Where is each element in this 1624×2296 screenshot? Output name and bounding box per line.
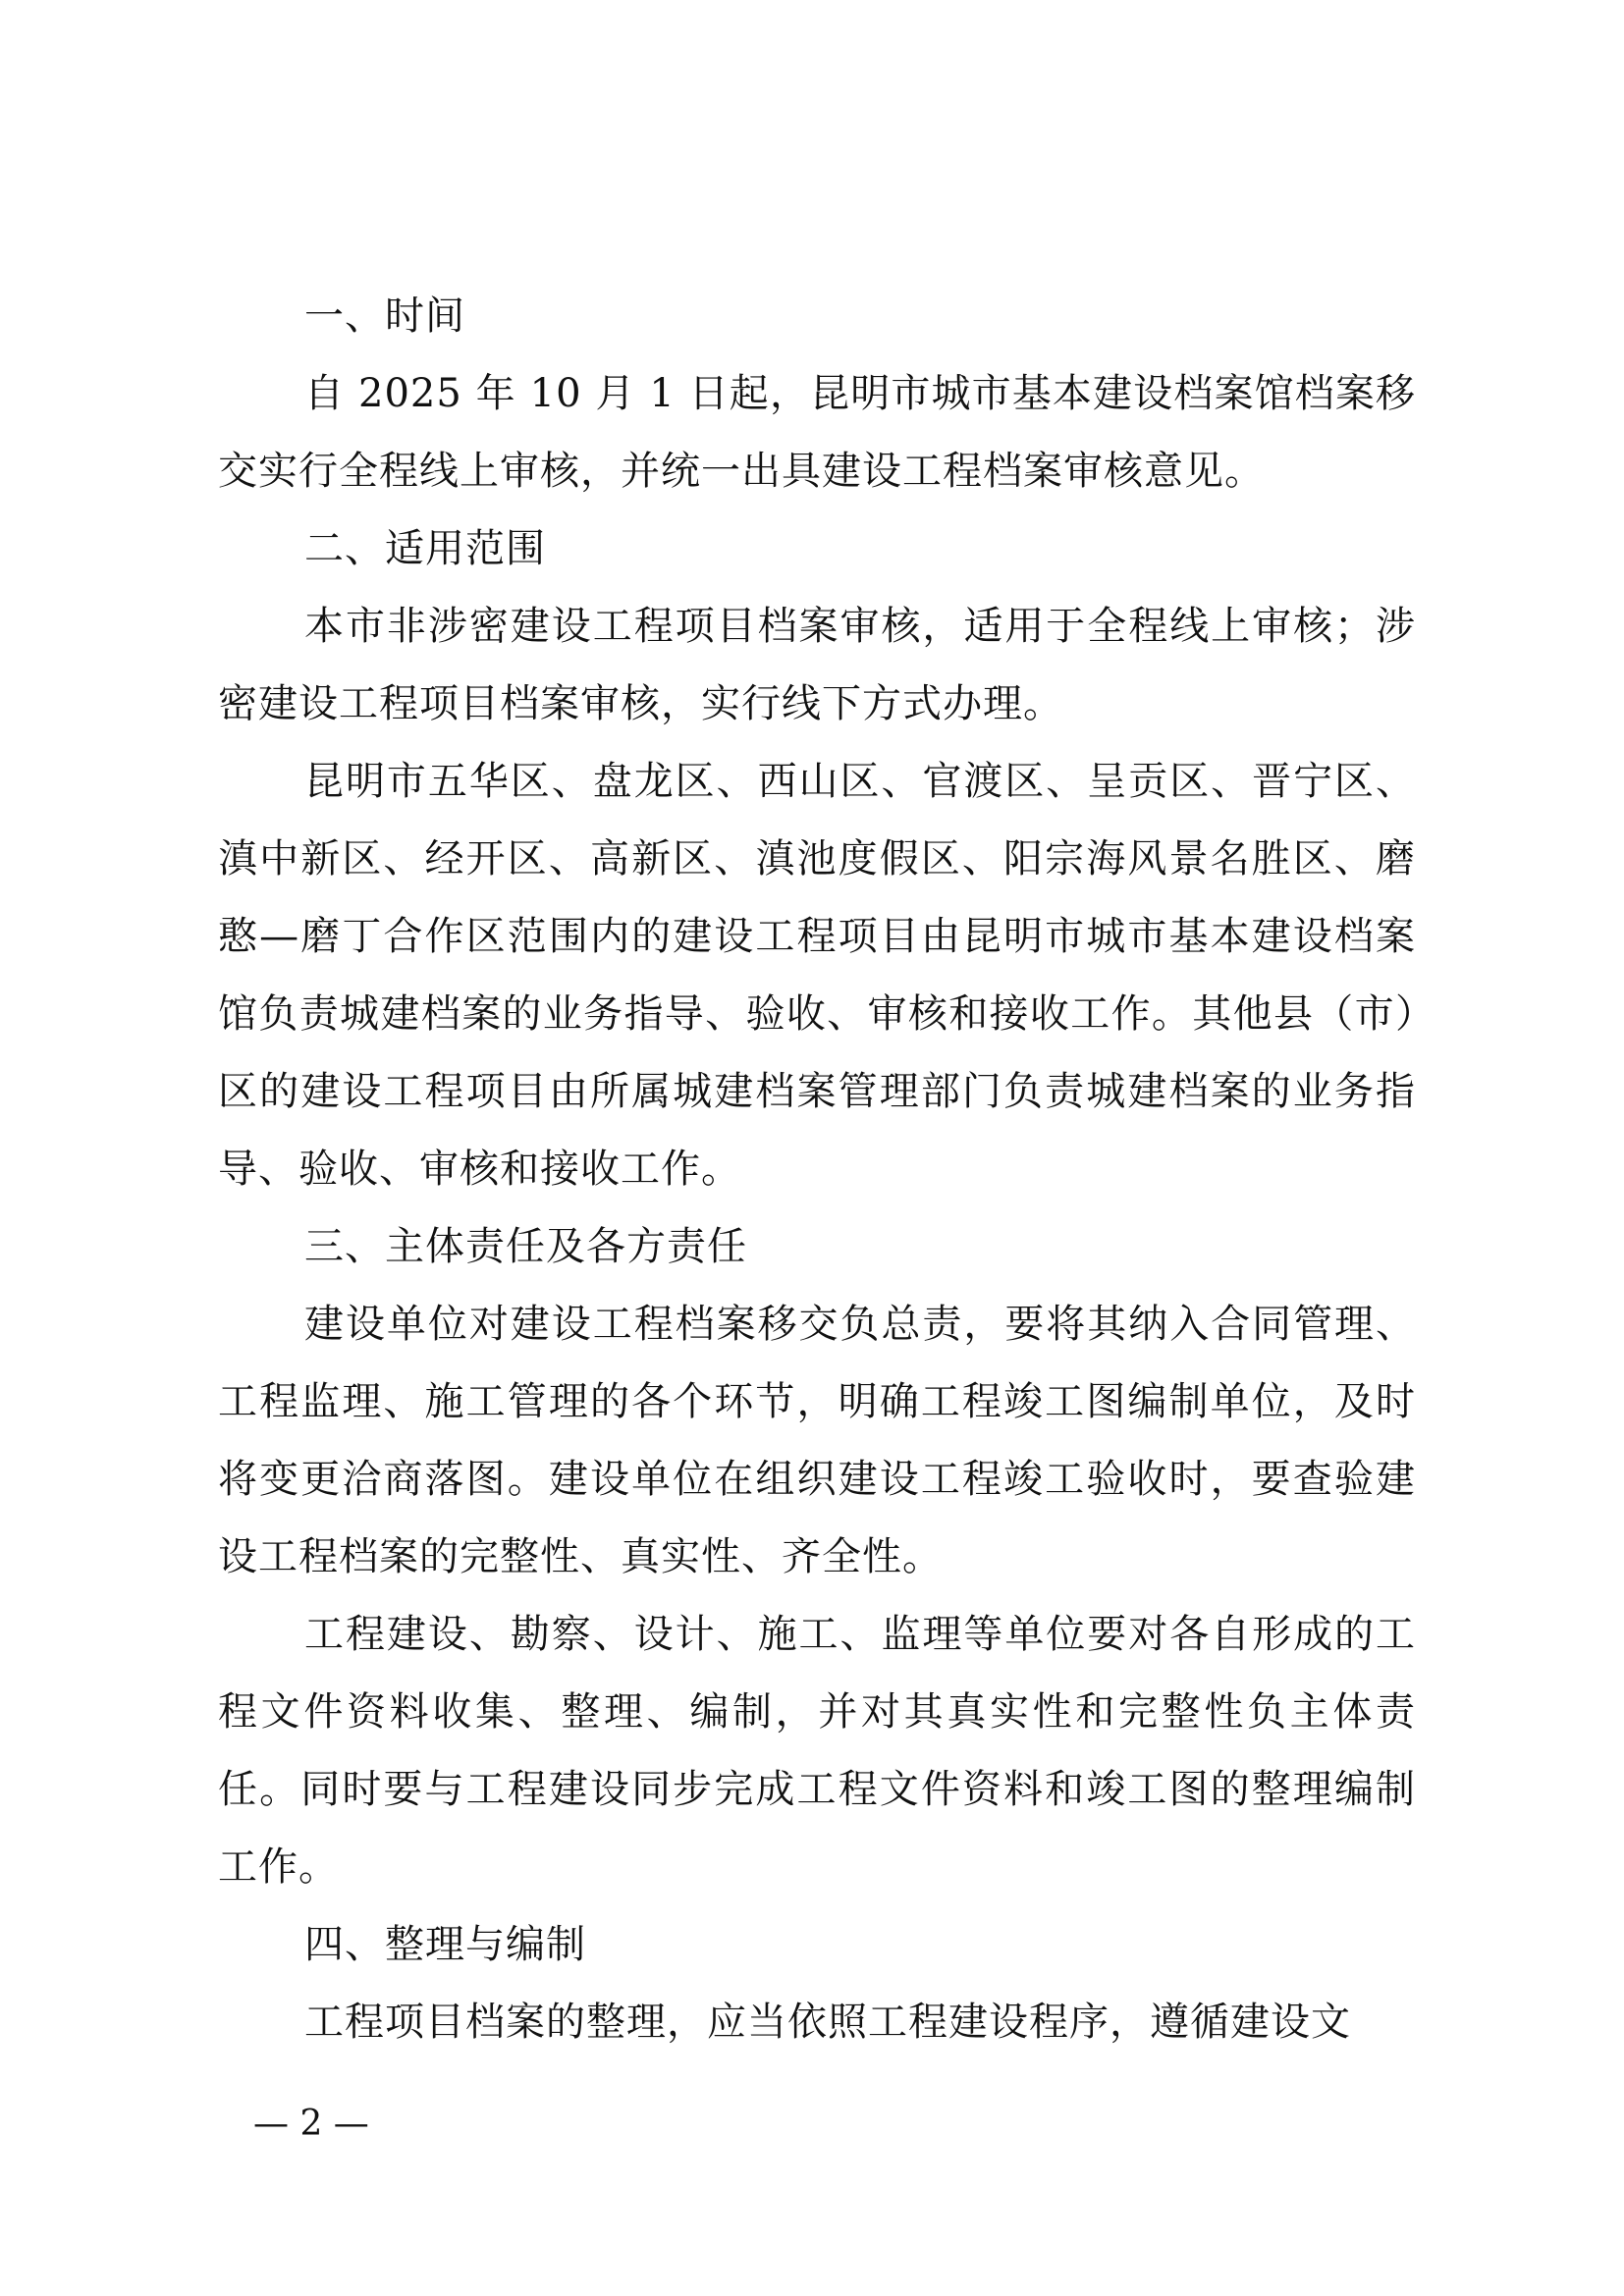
document-body [218, 278, 1416, 2061]
section-heading-organization: 四、整理与编制 [304, 1922, 586, 1967]
paragraph-responsibility-2: 工程建设、勘察、设计、施工、监理等单位要对各自形成的工程文件资料收集、整理、编制，并对其真实性和完整性负主体责任。同时要与工程建设同步完成工程文件资料和竣工图的整理编制工作。 [218, 1612, 1416, 1890]
paragraph-scope-1: 本市非涉密建设工程项目档案审核，适用于全程线上审核；涉密建设工程项目档案审核，实行线下方式办理。 [218, 604, 1416, 726]
section-heading-time: 一、时间 [304, 294, 465, 339]
paragraph-organization: 工程项目档案的整理，应当依照工程建设程序，遵循建设文 [304, 2000, 1351, 2045]
page-number: — 2 — [253, 2104, 369, 2144]
section-heading-scope: 二、适用范围 [304, 526, 546, 571]
paragraph-scope-2: 昆明市五华区、盘龙区、西山区、官渡区、呈贡区、晋宁区、滇中新区、经开区、高新区、滇池度假区、阳宗海风景名胜区、磨憨—磨丁合作区范围内的建设工程项目由昆明市城市基本建设档案馆负责城建档案的业务指导、验收、审核和接收工作。其他县（市）区的建设工程项目由所属城建档案管理部门负责城建档案的业务指导、验收、审核和接收工作。 [218, 759, 1416, 1192]
paragraph-responsibility-1: 建设单位对建设工程档案移交负总责，要将其纳入合同管理、工程监理、施工管理的各个环节，明确工程竣工图编制单位，及时将变更洽商落图。建设单位在组织建设工程竣工验收时，要查验建设工程档案的完整性、真实性、齐全性。 [218, 1302, 1416, 1579]
paragraph-time: 自 2025 年 10 月 1 日起，昆明市城市基本建设档案馆档案移交实行全程线上审核，并统一出具建设工程档案审核意见。 [218, 371, 1416, 494]
section-heading-responsibility: 三、主体责任及各方责任 [304, 1224, 747, 1269]
